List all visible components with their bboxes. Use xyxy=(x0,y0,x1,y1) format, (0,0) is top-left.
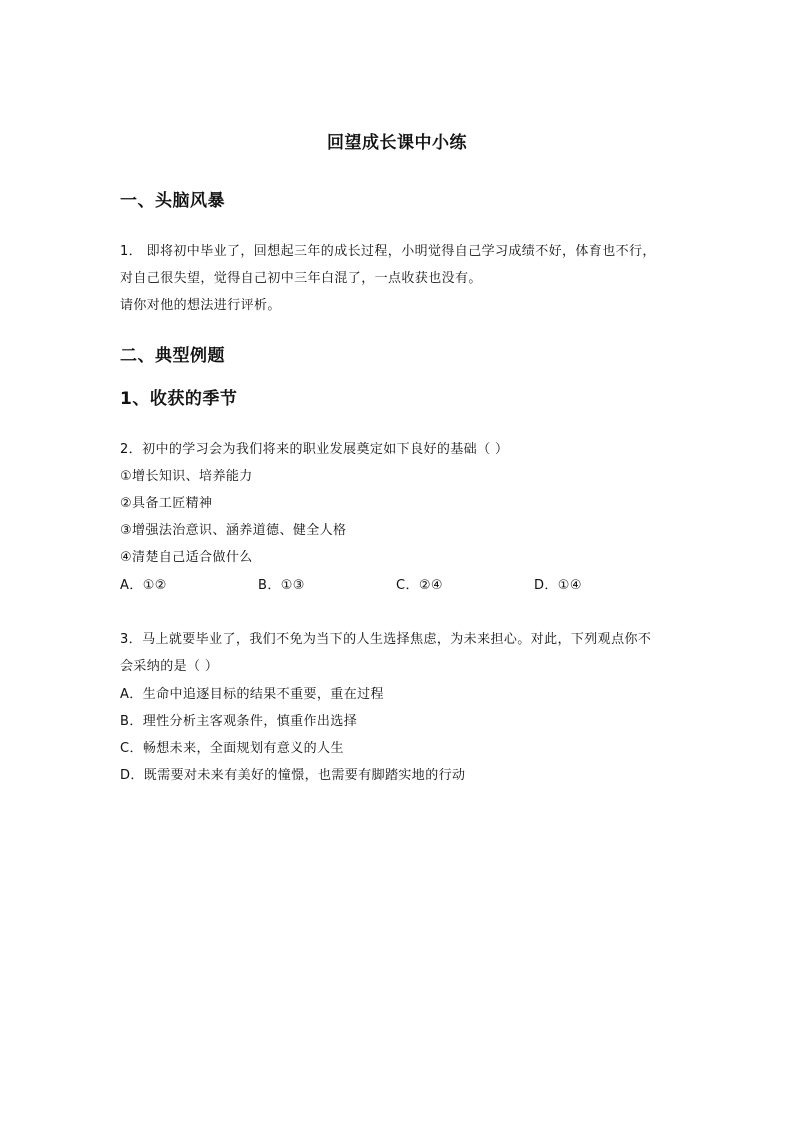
document-title: 回望成长课中小练 xyxy=(327,133,467,153)
q2-option-c: C．②④ xyxy=(396,578,443,593)
q2-stem: 2．初中的学习会为我们将来的职业发展奠定如下良好的基础（ ） xyxy=(120,442,509,457)
q3-option-c: C．畅想未来，全面规划有意义的人生 xyxy=(120,741,344,756)
q2-option-d: D．①④ xyxy=(534,578,582,593)
q2-option-b: B．①③ xyxy=(258,578,305,593)
q2-item: ①增长知识、培养能力 xyxy=(120,469,253,484)
q2-options xyxy=(120,574,680,594)
subsection-heading-harvest: 1、收获的季节 xyxy=(120,389,238,409)
q3-option-d: D．既需要对未来有美好的憧憬，也需要有脚踏实地的行动 xyxy=(120,768,466,783)
q3-stem-line-2: 会采纳的是（ ） xyxy=(120,659,219,674)
q2-item: ④清楚自己适合做什么 xyxy=(120,550,253,565)
q1-line-2: 对自己很失望，觉得自己初中三年白混了，一点收获也没有。 xyxy=(120,271,482,286)
q2-option-a: A．①② xyxy=(120,578,167,593)
q1-line-1: 1． 即将初中毕业了，回想起三年的成长过程，小明觉得自己学习成绩不好，体育也不行， xyxy=(120,244,656,259)
section-heading-examples: 二、典型例题 xyxy=(120,346,225,366)
q3-option-a: A．生命中追逐目标的结果不重要，重在过程 xyxy=(120,687,384,702)
q3-stem-line-1: 3．马上就要毕业了，我们不免为当下的人生选择焦虑，为未来担心。对此，下列观点你不 xyxy=(120,632,652,647)
q3-option-b: B．理性分析主客观条件，慎重作出选择 xyxy=(120,714,358,729)
q2-item: ②具备工匠精神 xyxy=(120,496,213,511)
q1-line-3: 请你对他的想法进行评析。 xyxy=(120,298,281,313)
q2-item: ③增强法治意识、涵养道德、健全人格 xyxy=(120,523,347,538)
section-heading-brainstorm: 一、头脑风暴 xyxy=(120,191,225,211)
